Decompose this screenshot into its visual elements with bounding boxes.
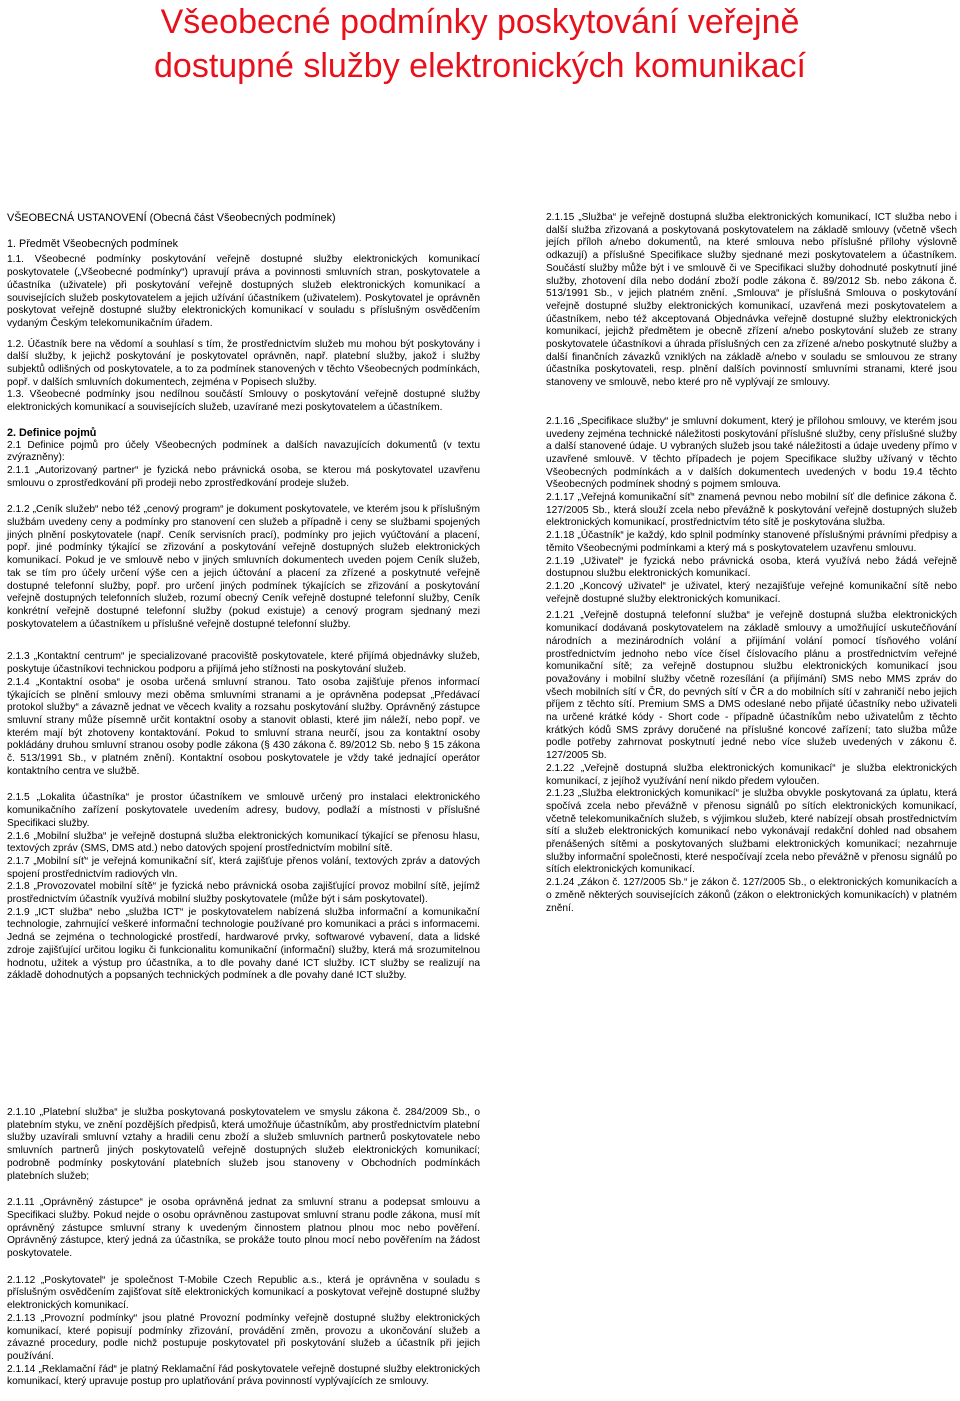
document-title [0, 0, 960, 88]
clause-2-1-13: 2.1.13 „Provozní podmínky“ jsou platné Provozní podmínky veřejně dostupné služby elektronických komunikací, které popisují podmínky zřizování, provádění změn, provozu a ukončování služeb a závazné procedury, podle nichž postupuje poskytovatel při poskytování služeb a účastník při jejich používání. [7, 1312, 480, 1362]
title-line-1: Všeobecné podmínky poskytování veřejně [160, 3, 800, 41]
section-2-heading: 2. Definice pojmů [7, 426, 97, 439]
clause-2-1-8: 2.1.8 „Provozovatel mobilní sítě“ je fyzická nebo právnická osoba zajišťující provoz mobilní sítě, jejímž prostřednictvím účastník využívá mobilní služby poskytovatele (může být i sám poskytovatel). [7, 881, 480, 906]
clause-2-1: 2.1 Definice pojmů pro účely Všeobecných podmínek a dalších navazujících dokumentů (v textu zvýrazněny): [7, 439, 480, 464]
clause-2-1-23: 2.1.23 „Služba elektronických komunikací“ je služba obvykle poskytovaná za úplatu, která spočívá zcela nebo převážně v přenosu signálů po sítích elektronických komunikací, včetně telekomunikačních služeb, s výjimkou služeb, které nabízejí obsah prostřednictvím sítí a služeb elektronických komunikací nebo vykonávají redakční dohled nad obsahem přenášených sítěmi a poskytovaných službami elektronických komunikací; nezahrnuje služby informační společnosti, které nespočívají zcela nebo převážně v přenosu signálů po sítích elektronických komunikací. [546, 788, 957, 876]
clause-2-1-24: 2.1.24 „Zákon č. 127/2005 Sb.“ je zákon č. 127/2005 Sb., o elektronických komunikacích a o změně některých souvisejících zákonů (zákon o elektronických komunikacích) v platném znění. [546, 877, 957, 914]
section-1-heading: 1. Předmět Všeobecných podmínek [7, 237, 179, 250]
clause-2-1-16: 2.1.16 „Specifikace služby“ je smluvní dokument, který je přílohou smlouvy, ve kterém jsou uvedeny zejména technické náležitosti poskytování příslušné služby, ceny příslušné služby a další stanovené údaje. U vybraných služeb jsou také náležitosti a údaje uvedeny přímo v uzavřené smlouvě. V těchto případech je pojem Specifikace služby užívaný v těchto Všeobecných podmínkách a v dalších dokumentech uvedených v bodu 19.4 těchto Všeobecných podmínek shodný s pojmem smlouva. [546, 415, 957, 491]
clause-2-1-18: 2.1.18 „Účastník“ je každý, kdo splnil podmínky stanovené příslušnými právními předpisy a těmito Všeobecnými podmínkami a který má s poskytovatelem uzavřenu smlouvu. [546, 530, 957, 554]
clause-2-1-11: 2.1.11 „Oprávněný zástupce“ je osoba oprávněná jednat za smluvní stranu a podepsat smlouvu a Specifikaci služby. Pokud nejde o osobu oprávněnou zastupovat smluvní stranu podle zákona, musí mít oprávněný zástupce smluvní strany k uvedeným činnostem platnou plnou moc nebo pověření. Oprávněný zástupce, který jedná za účastníka, se prokáže touto plnou mocí nebo pověřením na žádost poskytovatele. [7, 1197, 480, 1260]
clause-2-1-14: 2.1.14 „Reklamační řád“ je platný Reklamační řád poskytovatele veřejně dostupné služby elektronických komunikací, který upravuje postup pro uplatňování práva povinností vyplývajících ze smlouvy. [7, 1363, 480, 1388]
clause-2-1-3: 2.1.3 „Kontaktní centrum“ je specializované pracoviště poskytovatele, které přijímá objednávky služeb, poskytuje účastníkovi technickou podporu a přijímá jeho stížnosti na poskytování služeb. [7, 651, 480, 676]
clause-2-1-5: 2.1.5 „Lokalita účastníka“ je prostor účastníkem ve smlouvě určený pro instalaci elektronického komunikačního zařízení poskytovatele uvedením adresy, budovy, podlaží a místnosti v příslušné Specifikaci služby. [7, 792, 480, 829]
clause-2-1-17: 2.1.17 „Veřejná komunikační síť“ znamená pevnou nebo mobilní síť dle definice zákona č. 127/2005 Sb., která slouží zcela nebo převážně k poskytování veřejně dostupných služeb elektronických komunikací, prostřednictvím této sítě je poskytována služba. [546, 492, 957, 529]
title-line-2: dostupné služby elektronických komunikací [154, 47, 806, 85]
clause-2-1-15: 2.1.15 „Služba“ je veřejně dostupná služba elektronických komunikací, ICT služba nebo i další služba zřizovaná a poskytovaná poskytovatelem na základě smlouvy (včetně všech jejích příloh a/nebo dokumentů, na které smlouva nebo příslušné přílohy výslovně odkazují) a příslušné Specifikace služby sjednané mezi poskytovatelem a účastníkem. Součástí služby může být i ve smlouvě či ve Specifikaci služby dohodnuté poskytnutí jiné služby, zhotovení díla nebo dodání zboží podle zákona č. 89/2012 Sb. nebo zákona č. 513/1991 Sb., v jejich platném znění. „Smlouva“ je příslušná Smlouva o poskytování veřejně dostupné služby elektronických komunikací, uzavřená mezi poskytovatelem a účastníkem, nebo též akceptovaná Objednávka veřejně dostupné služby elektronických komunikací, jejichž předmětem je obecně zřízení a/nebo poskytování služeb ze strany poskytovatele účastníkovi a úhrada příslušných cen za zřízené a/nebo poskytnuté služby a další finančních závazků vzniklých na základě a/nebo v souladu se smlouvou ze strany účastníka poskytovateli, resp. plnění dalších povinností smluvními stranami, které jsou stanoveny ve smlouvě, nebo které pro ně vyplývají ze smlouvy. [546, 212, 957, 389]
clause-2-1-9: 2.1.9 „ICT služba“ nebo „služba ICT“ je poskytovatelem nabízená služba informační a komunikační technologie, zahrnující veškeré informační technologie používané pro komunikaci a práci s informacemi. Jedná se zejména o technologické prostředí, hardwarové prvky, softwarové vybavení, data a lidské zdroje zajišťující určitou logiku či funkcionalitu komunikační (informační) služby, která má srozumitelnou hodnotu, užitek a výstup pro účastníka, a to dle povahy dané ICT služby. ICT služby se realizují na základě dohodnutých a popsaných technických podmínek a dle povahy dané ICT služby. [7, 906, 480, 982]
clause-2-1-12: 2.1.12 „Poskytovatel“ je společnost T-Mobile Czech Republic a.s., která je oprávněna v souladu s příslušným osvědčením zajišťovat sítě elektronických komunikací a poskytovat veřejně dostupné služby elektronických komunikací. [7, 1274, 480, 1312]
clause-2-1-22: 2.1.22 „Veřejně dostupná služba elektronických komunikací“ je služba elektronických komunikací, z jejíhož využívání není nikdo předem vyloučen. [546, 762, 957, 787]
clause-2-1-19: 2.1.19 „Uživatel“ je fyzická nebo právnická osoba, která využívá nebo žádá veřejně dostupnou službu elektronických komunikací. [546, 555, 957, 580]
clause-2-1-4: 2.1.4 „Kontaktní osoba“ je osoba určená smluvní stranou. Tato osoba zajišťuje přenos informací týkajících se plnění smlouvy mezi oběma smluvními stranami a je oprávněna podepsat „Předávací protokol služby“ a závazně jednat ve věcech kvality a rozsahu poskytování služby. Oprávněný zástupce smluvní strany může písemně určit kontaktní osoby a stanovit oblasti, které jim náleží, nebo popř. ve kterém mají být zhotoveny kontaktování. Pokud to smluvní strana neurčí, jsou za kontaktní osoby pokládány druhou smluvní stranou osoby podle zákona (§ 430 zákona č. 89/2012 Sb. nebo § 15 zákona č. 513/1991 Sb., v platném znění). Kontaktní osobou poskytovatele je vždy také jednající operátor kontaktního centra ve službě. [7, 676, 480, 777]
clause-2-1-21: 2.1.21 „Veřejně dostupná telefonní služba“ je veřejně dostupná služba elektronických komunikací dodávaná poskytovatelem na základě smlouvy a umožňující uskutečňování národních a mezinárodních volání a přijímání volání pomocí tísňového volání prostřednictvím jednoho nebo více čísel číslovacího plánu a prostřednictvím veřejné komunikační sítě; za veřejně dostupnou službu elektronických komunikací jsou považovány i mobilní služby včetně rozesílání (a přijímání) SMS nebo MMS zpráv do všech mobilních sítí v ČR, do pevných sítí v ČR a do mobilních sítí v zahraničí nebo jejich příjem z těchto sítí. Premium SMS a DMS odeslané nebo přijaté účastníky nebo uživateli na určené krátké kódy - Short code - případně účastníkům nebo uživatelům z těchto krátkých kódů SMS zprávy doručené na příslušné koncové zařízení; tato služba může podle potřeby zahrnovat poskytnutí jedné nebo více služeb uvedených v zákonu č. 127/2005 Sb. [546, 610, 957, 762]
clause-2-1-6: 2.1.6 „Mobilní služba“ je veřejně dostupná služba elektronických komunikací týkající se přenosu hlasu, textových zpráv (SMS, DMS atd.) nebo datových spojení prostřednictvím mobilní sítě. [7, 830, 480, 855]
clause-2-1-10: 2.1.10 „Platební služba“ je služba poskytovaná poskytovatelem ve smyslu zákona č. 284/2009 Sb., o platebním styku, ve znění pozdějších předpisů, která umožňuje účastníkům, aby prostřednictvím platební služby uzavírali smluvní vztahy a hradili cenu zboží a služeb smluvních partnerů poskytovatele nebo smluvních partnerů jiných poskytovatelů veřejně dostupných služeb elektronických komunikací; podrobně podmínky poskytování platebních služeb jsou stanoveny v Obchodních podmínkách platebních služeb; [7, 1107, 480, 1182]
clause-1-1: 1.1. Všeobecné podmínky poskytování veřejně dostupné služby elektronických komunikací poskytovatele („Všeobecné podmínky“) upravují práva a povinnosti smluvních stran, poskytovatele a účastníka (uživatele) při poskytování veřejně dostupných služeb elektronických komunikací a souvisejících služeb poskytovatelem a jejich užívání účastníkem (uživatelem). Poskytovatel je oprávněn poskytovat veřejně dostupné služby elektronických komunikací v souladu s příslušným osvědčením vydaným Českým telekomunikačním úřadem. [7, 254, 480, 329]
general-provisions-heading: VŠEOBECNÁ USTANOVENÍ (Obecná část Všeobecných podmínek) [7, 212, 336, 224]
clause-2-1-20: 2.1.20 „Koncový uživatel“ je uživatel, který nezajišťuje veřejné komunikační sítě nebo veřejně dostupné služby elektronických komunikací. [546, 580, 957, 605]
right-column [546, 212, 957, 915]
clause-2-1-1: 2.1.1 „Autorizovaný partner“ je fyzická nebo právnická osoba, se kterou má poskytovatel uzavřenu smlouvu o zprostředkování při prodeji nebo zprostředkování prodeje služeb. [7, 464, 480, 489]
clause-2-1-7: 2.1.7 „Mobilní síť“ je veřejná komunikační síť, která zajišťuje přenos volání, textových zpráv a datových spojení prostřednictvím radiových vln. [7, 855, 480, 880]
clause-2-1-2: 2.1.2 „Ceník služeb“ nebo též „cenový program“ je dokument poskytovatele, ve kterém jsou k příslušným službám uvedeny ceny a podmínky pro stanovení cen služeb a případně i ceny se službami spojených jiných plnění poskytovatele (např. Ceník servisních prací), podmínky pro jejich vyúčtování a placení, popř. jiné podmínky týkající se zřizování a poskytování veřejně dostupných služeb elektronických komunikací. Pokud je ve smlouvě nebo v jiných smluvních dokumentech uveden pojem Ceník služeb, tak se tím pro účely určení výše cen a jejich účtování a placení za zřízené a poskytnuté veřejně dostupné telefonní služby, popř. pro určení jiných podmínek týkajících se zřizování a poskytování veřejně dostupných telefonních služeb, rozumí obecný Ceník veřejně dostupné telefonní služby, Ceník konkrétní veřejně dostupné telefonní služby (pokud existuje) a cenový program sjednaný mezi poskytovatelem a účastníkem u příslušné veřejně dostupné telefonní služby. [7, 504, 480, 630]
left-column [7, 212, 480, 983]
clause-1-2: 1.2. Účastník bere na vědomí a souhlasí s tím, že prostřednictvím služeb mu mohou být poskytovány i další služby, k jejichž poskytování je poskytovatel oprávněn, např. platební služby, jakož i služby subjektů odlišných od poskytovatele, a to za podmínek stanovených v těchto Všeobecných podmínkách, popř. v dalších smluvních dokumentech, zejména v Popisech služby. [7, 338, 480, 388]
bottom-left-column [7, 1107, 480, 1389]
clause-1-3: 1.3. Všeobecné podmínky jsou nedílnou součástí Smlouvy o poskytování veřejně dostupné služby elektronických komunikací a souvisejících služeb, uzavírané mezi poskytovatelem a účastníkem. [7, 389, 480, 414]
